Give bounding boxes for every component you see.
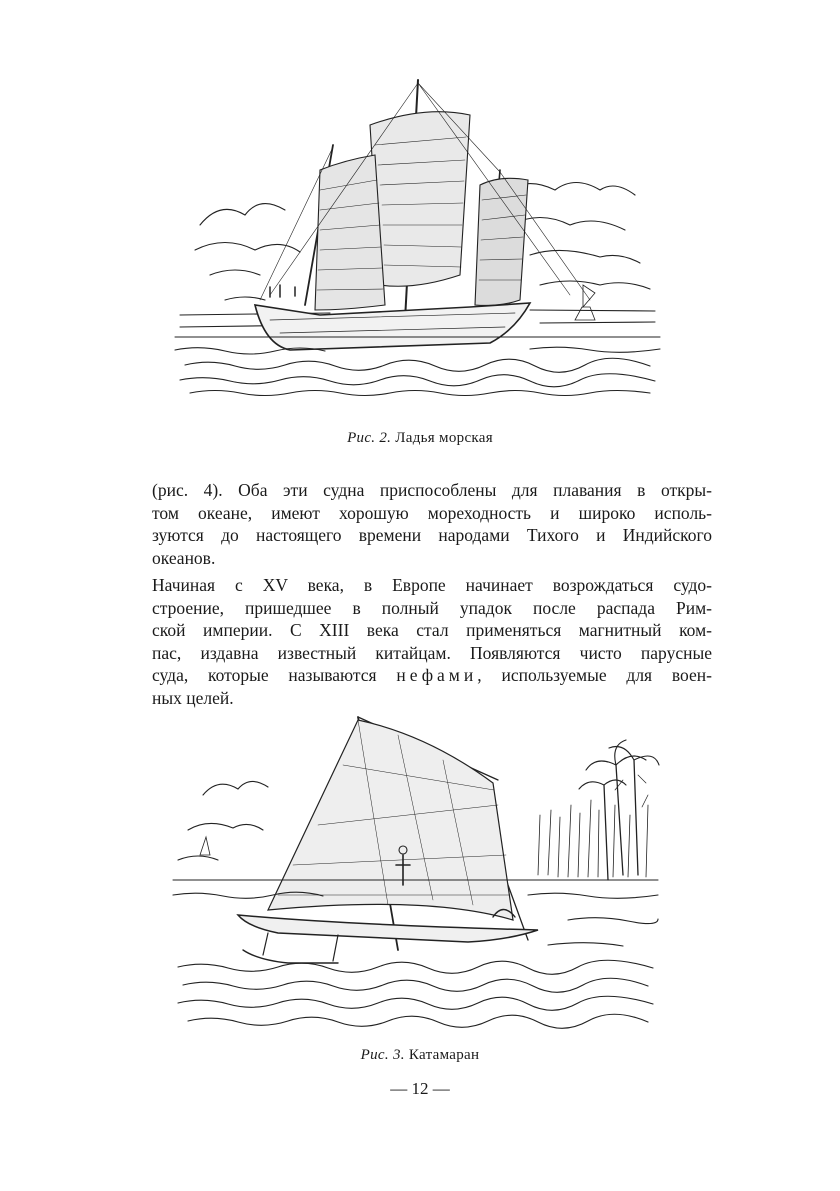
paragraph-2-line: ных целей. [152,687,234,708]
figure-3-caption-prefix: Рис. 3. [360,1047,405,1063]
paragraph-2-line: Начиная с XV века, в Европе начинает возрождаться судо- [152,575,712,595]
paragraph-1-line: (рис. 4). Оба эти судна приспособлены для плавания в откры- [152,480,712,500]
figure-3-caption-text: Катамаран [408,1047,480,1063]
paragraph-2-line: строение, пришедшее в полный упадок после распада Рим- [152,597,712,618]
emphasis-nefy: нефами [396,665,478,685]
figure-2-caption [0,430,840,447]
figure-2-caption-prefix: Рис. 2. [347,430,392,446]
ladya-ship-illustration [170,75,665,400]
figure-2-caption-text: Ладья морская [395,430,493,446]
paragraph-2-line: ской империи. С XIII века стал применяться магнитный ком- [152,620,712,640]
paragraph-2-line: пас, издавна известный китайцам. Появляются чисто парусные [152,642,712,663]
paragraph-2-line [152,664,712,687]
paragraph-1-line: том океане, имеют хорошую мореходность и широко исполь- [152,502,712,523]
page-number: — 12 — [390,1079,450,1098]
catamaran-illustration [168,705,663,1040]
paragraph-1-line: зуются до настоящего времени народами Тихого и Индийского [152,525,712,545]
paragraph-2 [152,574,712,709]
line5-before: суда, которые называются [152,665,397,685]
line5-after: , используемые для воен- [477,665,712,685]
paragraph-1 [152,479,712,569]
figure-3-caption [0,1047,840,1064]
paragraph-1-line: океанов. [152,547,216,568]
